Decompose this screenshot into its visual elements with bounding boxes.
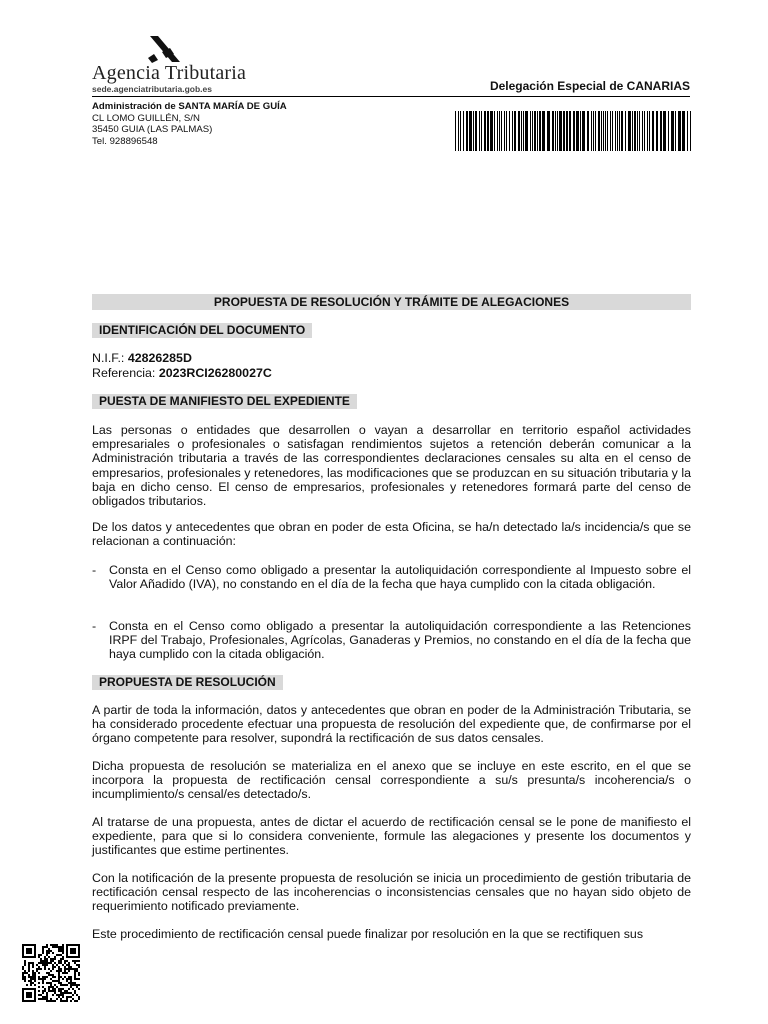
nif-line — [92, 351, 691, 366]
paragraph-2: De los datos y antecedentes que obran en poder de esta Oficina, se ha/n detectado la/s incidencia/s que se relacionan a continuación: — [92, 520, 691, 549]
paragraph-3: A partir de toda la información, datos y antecedentes que obran en poder de la Administración Tributaria, se ha considerado procedente efectuar una propuesta de resolución del expediente que, de confirmarse por el órgano competente para resolver, supondrá la rectificación de sus datos censales. — [92, 703, 691, 746]
delegacion-title: Delegación Especial de CANARIAS — [489, 79, 690, 93]
document-identifiers — [92, 351, 691, 381]
office-phone: Tel. 928896548 — [92, 135, 158, 147]
qr-code-icon — [22, 944, 80, 1002]
logo-url: sede.agenciatributaria.gob.es — [92, 84, 212, 94]
reference-label: Referencia: — [92, 366, 156, 380]
paragraph-5: Al tratarse de una propuesta, antes de dictar el acuerdo de rectificación censal se le pone de manifiesto el expediente, para que si lo considera conveniente, formule las alegaciones y presente los documentos y justificantes que estime pertinentes. — [92, 815, 691, 858]
list-item — [92, 563, 691, 591]
section-propuesta-de-resolucion: PROPUESTA DE RESOLUCIÓN — [92, 675, 283, 690]
agencia-tributaria-logo-icon — [144, 34, 184, 64]
nif-value: 42826285D — [127, 351, 192, 365]
list-item — [92, 619, 691, 662]
section-identificacion: IDENTIFICACIÓN DEL DOCUMENTO — [92, 323, 312, 338]
bullet-dash: - — [92, 619, 97, 633]
logo-name: Agencia Tributaria — [92, 62, 247, 84]
paragraph-6: Con la notificación de la presente propuesta de resolución se inicia un procedimiento de gestión tributaria de rectificación censal respecto de las incoherencias o inconsistencias censales que no hayan sido objeto de requerimiento notificado previamente. — [92, 871, 691, 914]
section-puesta-de-manifiesto: PUESTA DE MANIFIESTO DEL EXPEDIENTE — [92, 394, 357, 409]
office-address-block — [92, 101, 287, 147]
barcode-icon — [455, 111, 691, 151]
nif-label: N.I.F.: — [92, 351, 125, 365]
reference-line — [92, 366, 691, 381]
paragraph-1: Las personas o entidades que desarrollen o vayan a desarrollar en territorio español actividades empresariales o profesionales o satisfagan rendimientos sujetos a retención deberán comunicar a la Administración tributaria a través de las correspondientes declaraciones censales su alta en el censo de empresarios, profesionales y retenedores, las modificaciones que se produzcan en su situación tributaria y la baja en dicho censo. El censo de empresarios, profesionales y retenedores formará parte del censo de obligados tributarios. — [92, 423, 691, 509]
office-name: Administración de SANTA MARÍA DE GUÍA — [92, 101, 287, 112]
list-item-text: Consta en el Censo como obligado a presentar la autoliquidación correspondiente al Impuesto sobre el Valor Añadido (IVA), no constando en el día de la fecha que haya cumplido con la citada obligación. — [109, 563, 691, 592]
bullet-dash: - — [92, 563, 97, 577]
document-title: PROPUESTA DE RESOLUCIÓN Y TRÁMITE DE ALEGACIONES — [92, 294, 691, 310]
list-item-text: Consta en el Censo como obligado a presentar la autoliquidación correspondiente a las Retenciones IRPF del Trabajo, Profesionales, Agrícolas, Ganaderas y Premios, no constando en el día de la fecha que haya cumplido con la citada obligación. — [109, 619, 691, 662]
header-divider — [92, 96, 690, 97]
agencia-tributaria-logo — [92, 34, 252, 96]
paragraph-4: Dicha propuesta de resolución se materializa en el anexo que se incluye en este escrito, en el que se incorpora la propuesta de rectificación censal correspondiente a su/s presunta/s incoherencia/s o incumplimiento/s censal/es detectado/s. — [92, 759, 691, 802]
office-street: CL LOMO GUILLÉN, S/N — [92, 112, 200, 124]
office-city: 35450 GUIA (LAS PALMAS) — [92, 124, 213, 136]
paragraph-7: Este procedimiento de rectificación censal puede finalizar por resolución en la que se rectifiquen sus — [92, 927, 644, 941]
reference-value: 2023RCI26280027C — [158, 366, 272, 380]
